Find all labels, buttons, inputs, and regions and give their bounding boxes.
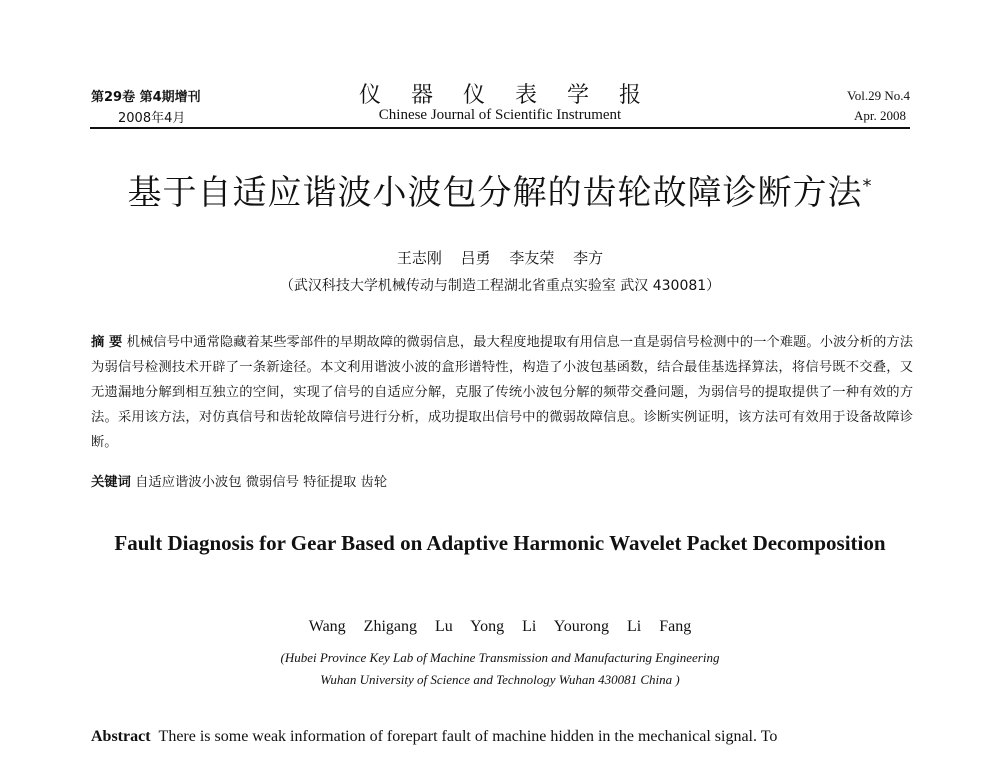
authors-zh: 王志刚 吕勇 李友荣 李方	[396, 249, 604, 267]
abstract-zh-label: 摘 要	[91, 335, 123, 350]
keywords-zh	[91, 471, 387, 490]
date-zh: 2008年4月	[118, 111, 186, 126]
abstract-zh-text: 机械信号中通常隐藏着某些零部件的早期故障的微弱信息，最大程度地提取有用信息一直是弱信号检测中的一个难题。小波分析的方法为弱信号检测技术开辟了一条新途径。本文利用谐波小波的盒形谱特性，构造了小波包基函数，结合最佳基选择算法，将信号既不交叠，又无遗漏地分解到相互独立的空间，实现了信号的自适应分解，克服了传统小波包分解的频带交叠问题，为弱信号的提取提供了一种有效的方法。采用该方法，对仿真信号和齿轮故障信号进行分析，成功提取出信号中的微弱故障信息。诊断实例证明，该方法可有效用于设备故障诊断。	[91, 335, 913, 450]
affiliation-en	[0, 647, 1000, 691]
date-en: Apr. 2008	[854, 108, 906, 123]
authors-en: Wang Zhigang Lu Yong Li Yourong Li Fang	[308, 618, 692, 635]
title-zh	[0, 165, 1000, 214]
keywords-zh-label: 关键词	[91, 475, 131, 490]
volume-issue-zh: 第29卷 第4期增刊	[91, 90, 201, 105]
affiliation-en-line2: Wuhan University of Science and Technology Wuhan 430081 China )	[320, 672, 680, 687]
keywords-zh-text: 自适应谐波小波包 微弱信号 特征提取 齿轮	[135, 475, 388, 490]
abstract-en-label: Abstract	[91, 728, 151, 745]
affiliation-en-line1: (Hubei Province Key Lab of Machine Transmission and Manufacturing Engineering	[280, 650, 720, 665]
affiliation-zh: （武汉科技大学机械传动与制造工程湖北省重点实验室 武汉 430081）	[279, 278, 721, 294]
abstract-en	[91, 728, 913, 746]
title-zh-text: 基于自适应谐波小波包分解的齿轮故障诊断方法	[127, 173, 863, 213]
header-rule	[90, 127, 910, 129]
journal-name-en: Chinese Journal of Scientific Instrument	[378, 107, 622, 123]
title-en: Fault Diagnosis for Gear Based on Adaptive Harmonic Wavelet Packet Decomposition	[114, 531, 886, 555]
abstract-en-text: There is some weak information of forepart fault of machine hidden in the mechanical signal. To	[158, 728, 778, 745]
volume-issue-en: Vol.29 No.4	[847, 88, 910, 103]
journal-name-zh: 仪器仪表学报	[358, 83, 671, 108]
abstract-zh	[91, 330, 913, 455]
title-zh-footnote-mark: *	[862, 175, 873, 197]
